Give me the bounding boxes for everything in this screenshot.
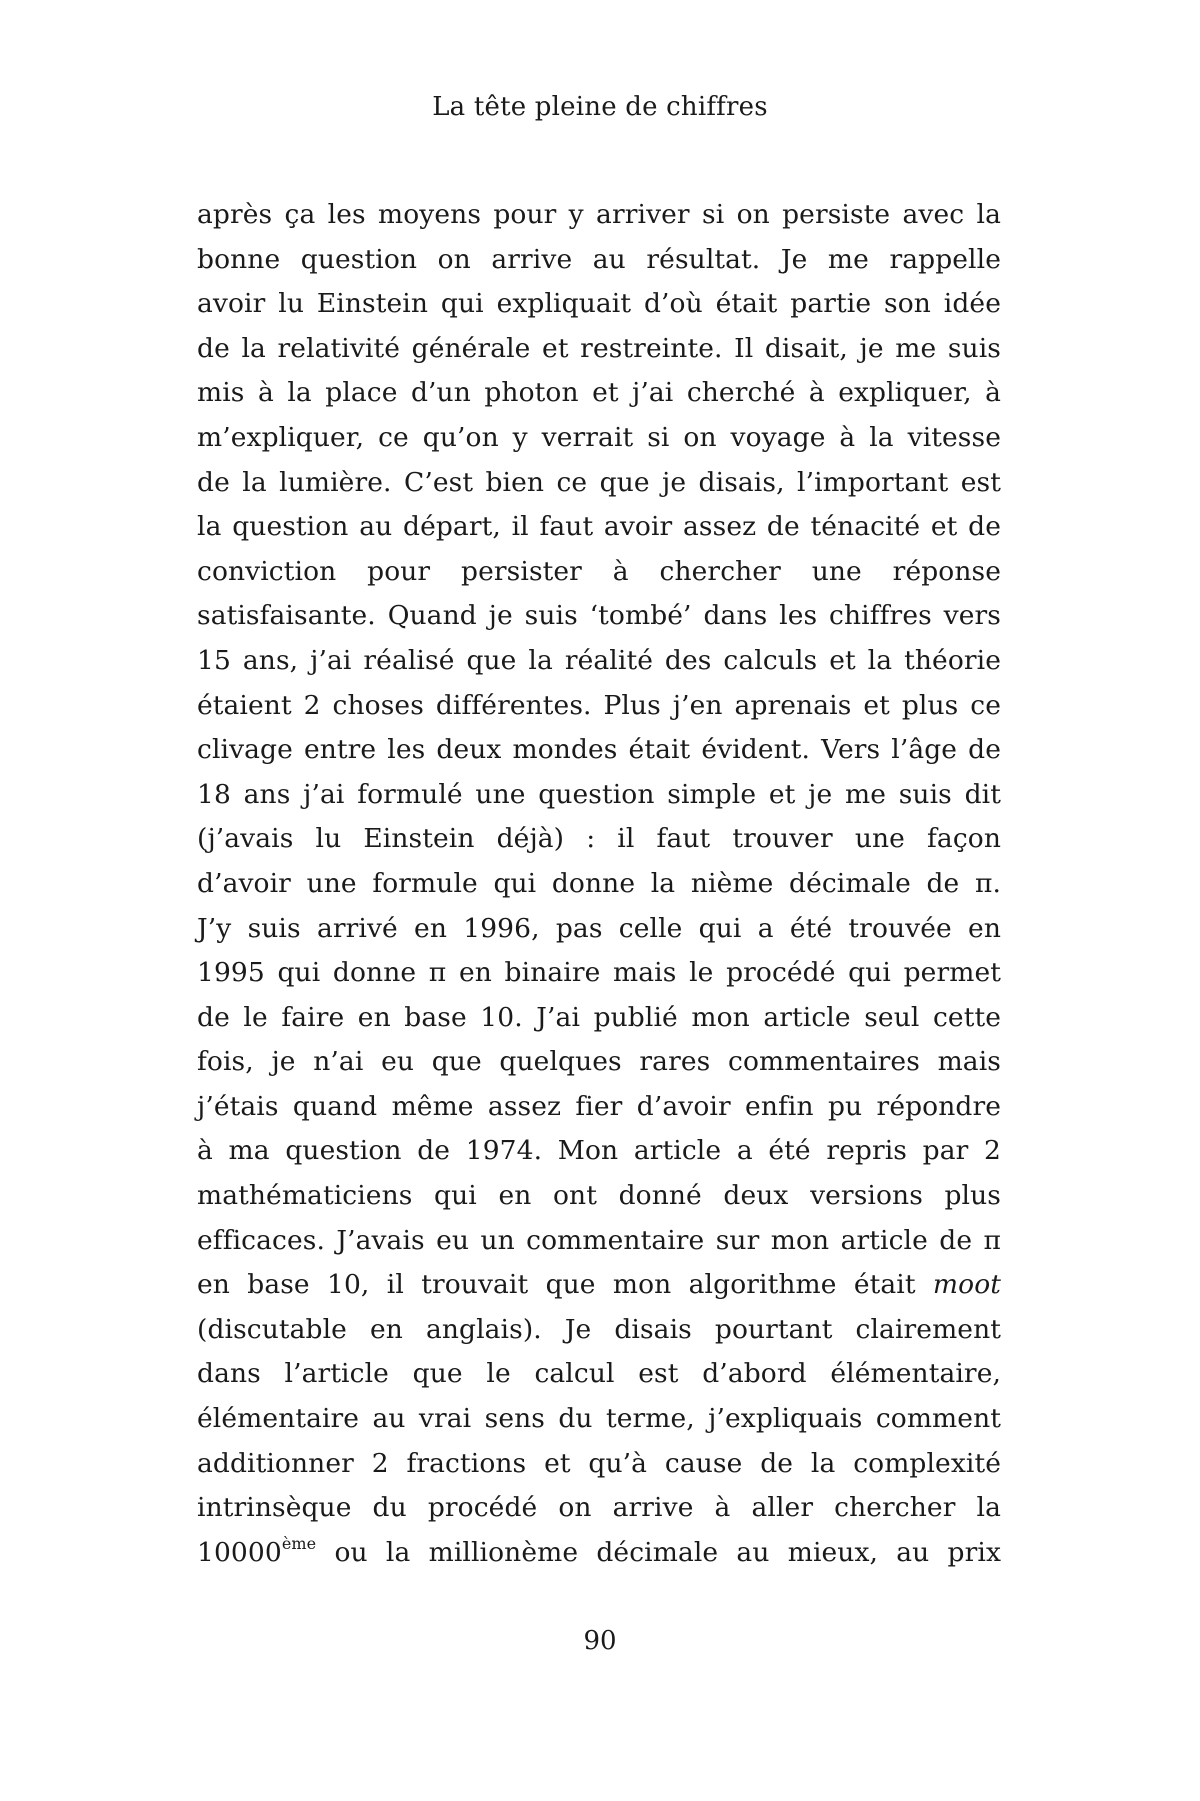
text-line: j’étais quand même assez fier d’avoir enfin pu répondre: [197, 1090, 1001, 1122]
text-line: 15 ans, j’ai réalisé que la réalité des calculs et la théorie: [197, 644, 1001, 676]
text-line: (j’avais lu Einstein déjà) : il faut trouver une façon: [197, 823, 1001, 855]
text-line: de la lumière. C’est bien ce que je disais, l’important est: [197, 466, 1001, 498]
text-line-moot: [197, 1263, 1001, 1308]
running-header: La tête pleine de chiffres: [432, 92, 768, 122]
text-line: à ma question de 1974. Mon article a été repris par 2: [197, 1135, 1001, 1167]
text-line: additionner 2 fractions et qu’à cause de la complexité: [197, 1447, 1001, 1479]
text-line: de la relativité générale et restreinte. Il disait, je me suis: [197, 332, 1001, 364]
page-number: 90: [583, 1626, 617, 1656]
text-line: (discutable en anglais). Je disais pourtant clairement: [197, 1313, 1001, 1345]
ordinal-number: 10000: [197, 1536, 282, 1568]
text-line: élémentaire au vrai sens du terme, j’expliquais comment: [197, 1403, 1001, 1435]
text-segment: en base 10, il trouvait que mon algorithme était: [197, 1269, 916, 1301]
text-line: intrinsèque du procédé on arrive à aller chercher la: [197, 1492, 1001, 1524]
text-line: conviction pour persister à chercher une réponse: [197, 555, 1001, 587]
text-line: après ça les moyens pour y arriver si on persiste avec la: [197, 199, 1001, 230]
text-line: la question au départ, il faut avoir assez de ténacité et de: [197, 511, 1001, 543]
text-line: dans l’article que le calcul est d’abord élémentaire,: [197, 1358, 1001, 1390]
text-segment: ou la millionème décimale au mieux, au prix: [334, 1536, 1001, 1568]
text-line: étaient 2 choses différentes. Plus j’en aprenais et plus ce: [197, 689, 1001, 721]
body-text: [197, 193, 1001, 1575]
text-line: fois, je n’ai eu que quelques rares commentaires mais: [197, 1046, 1001, 1078]
text-line: mathématiciens qui en ont donné deux versions plus: [197, 1180, 1001, 1212]
text-line: mis à la place d’un photon et j’ai cherché à expliquer, à: [197, 377, 1001, 409]
text-line: efficaces. J’avais eu un commentaire sur mon article de π: [197, 1224, 1001, 1256]
text-line-last: [197, 1531, 1001, 1576]
text-line: de le faire en base 10. J’ai publié mon article seul cette: [197, 1001, 1001, 1033]
text-line: 1995 qui donne π en binaire mais le procédé qui permet: [197, 957, 1001, 989]
text-line: clivage entre les deux mondes était évident. Vers l’âge de: [197, 734, 1001, 766]
italic-word: moot: [932, 1269, 1001, 1301]
text-line: 18 ans j’ai formulé une question simple et je me suis dit: [197, 778, 1001, 810]
text-line: J’y suis arrivé en 1996, pas celle qui a été trouvée en: [197, 912, 1001, 944]
ordinal-suffix: ème: [281, 1533, 317, 1553]
text-line: m’expliquer, ce qu’on y verrait si on voyage à la vitesse: [197, 421, 1001, 453]
text-line: d’avoir une formule qui donne la nième décimale de π.: [197, 867, 1001, 899]
text-line: bonne question on arrive au résultat. Je me rappelle: [197, 243, 1001, 275]
text-line: avoir lu Einstein qui expliquait d’où était partie son idée: [197, 288, 1001, 320]
text-line: satisfaisante. Quand je suis ‘tombé’ dans les chiffres vers: [197, 600, 1001, 632]
